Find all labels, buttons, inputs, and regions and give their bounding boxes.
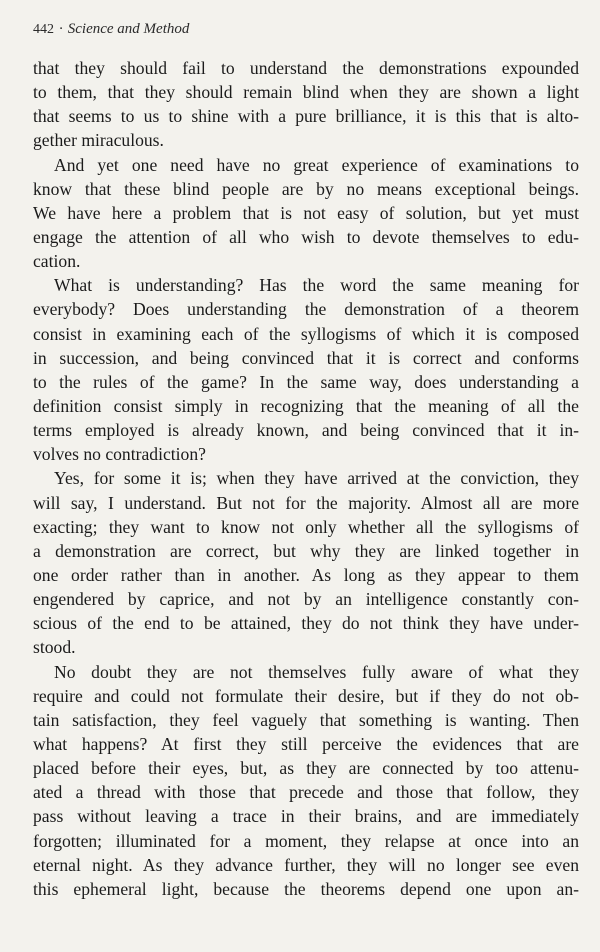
text-line: what happens? At first they still perceive the evidences that are bbox=[33, 733, 579, 754]
paragraph bbox=[33, 56, 579, 153]
text-line: And yet one need have no great experience of examinations to bbox=[54, 154, 579, 175]
text-line: No doubt they are not themselves fully aware of what they bbox=[54, 661, 579, 682]
text-line: require and could not formulate their desire, but if they do not ob- bbox=[33, 685, 579, 706]
text-line: one order rather than in another. As long as they appear to them bbox=[33, 564, 579, 585]
text-line: terms employed is already known, and being convinced that it in- bbox=[33, 420, 579, 441]
text-line: placed before their eyes, but, as they are connected by too attenu- bbox=[33, 758, 579, 779]
text-line: We have here a problem that is not easy of solution, but yet must bbox=[33, 202, 579, 223]
text-line: that they should fail to understand the demonstrations expounded bbox=[33, 58, 579, 78]
text-line: pass without leaving a trace in their brains, and are immediately bbox=[33, 806, 579, 827]
text-line: gether miraculous. bbox=[33, 130, 164, 151]
text-line: volves no contradiction? bbox=[33, 444, 206, 465]
text-line: ated a thread with those that precede and those that follow, they bbox=[33, 782, 579, 803]
text-line: a demonstration are correct, but why they are linked together in bbox=[33, 540, 579, 561]
page-number: 442 bbox=[33, 22, 54, 37]
text-line: engage the attention of all who wish to devote themselves to edu- bbox=[33, 226, 579, 247]
text-line: will say, I understand. But not for the majority. Almost all are more bbox=[33, 492, 579, 513]
text-line: engendered by caprice, and not by an intelligence constantly con- bbox=[33, 589, 579, 610]
book-title: Science and Method bbox=[67, 21, 190, 37]
text-line: exacting; they want to know not only whether all the syllogisms of bbox=[33, 516, 579, 537]
header-separator: · bbox=[59, 21, 63, 37]
text-line: to them, that they should remain blind when they are shown a light bbox=[33, 82, 579, 103]
text-line: this ephemeral light, because the theorems depend one upon an- bbox=[33, 878, 579, 899]
text-line: forgotten; illuminated for a moment, they relapse at once into an bbox=[33, 830, 579, 851]
text-line: stood. bbox=[33, 637, 76, 658]
text-line: that seems to us to shine with a pure brilliance, it is this that is alto- bbox=[33, 106, 579, 127]
text-line: scious of the end to be attained, they do not think they have under- bbox=[33, 613, 579, 634]
text-line: eternal night. As they advance further, they will no longer see even bbox=[33, 854, 579, 875]
text-line: in succession, and being convinced that it is correct and conforms bbox=[33, 347, 579, 368]
paragraph bbox=[33, 466, 579, 659]
text-line: to the rules of the game? In the same way, does understanding a bbox=[33, 371, 579, 392]
text-line: What is understanding? Has the word the same meaning for bbox=[54, 275, 579, 296]
text-line: definition consist simply in recognizing that the meaning of all the bbox=[33, 395, 579, 416]
text-line: cation. bbox=[33, 251, 81, 272]
text-line: everybody? Does understanding the demonstration of a theorem bbox=[33, 299, 579, 320]
text-line: know that these blind people are by no means exceptional beings. bbox=[33, 178, 579, 199]
text-line: tain satisfaction, they feel vaguely that something is wanting. Then bbox=[33, 709, 579, 730]
text-line: Yes, for some it is; when they have arrived at the conviction, they bbox=[54, 468, 579, 489]
paragraph bbox=[33, 660, 579, 901]
paragraph bbox=[33, 153, 579, 274]
running-head bbox=[33, 18, 578, 48]
text-line: consist in examining each of the syllogisms of which it is composed bbox=[33, 323, 579, 344]
body-text bbox=[33, 56, 579, 901]
paragraph bbox=[33, 273, 579, 466]
